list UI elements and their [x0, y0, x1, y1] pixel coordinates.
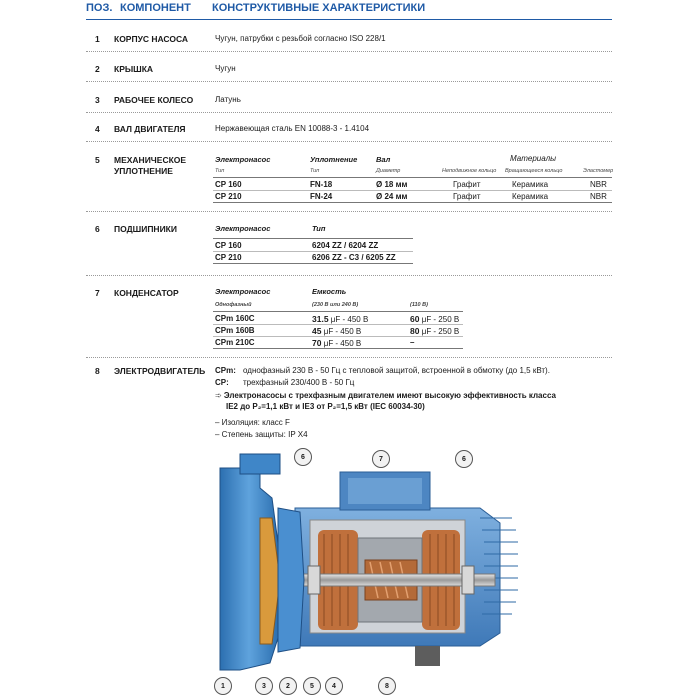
cap-r1-c2: 60 [410, 314, 420, 324]
callout-3: 3 [255, 677, 273, 695]
row-2-value: Чугун [215, 64, 236, 73]
cap-r3-c1: 70 [312, 338, 322, 348]
cap-h-230: (230 В или 240 В) [312, 302, 359, 308]
row-7-name: КОНДЕНСАТОР [114, 288, 179, 298]
divider [86, 211, 612, 212]
seal-r1-m1: Графит [453, 180, 481, 189]
seal-h-ring1: Неподвижное кольцо [442, 168, 497, 174]
motor-cpm-label: CPm: [215, 366, 236, 375]
callout-7: 7 [372, 450, 390, 468]
callout-6-left: 6 [294, 448, 312, 466]
cap-r1-pump: CPm 160C [215, 314, 255, 323]
header-characteristics: КОНСТРУКТИВНЫЕ ХАРАКТЕРИСТИКИ [212, 2, 426, 14]
row-8-num: 8 [95, 366, 100, 376]
seal-h-diam: Диаметр [376, 168, 401, 174]
row-4-name: ВАЛ ДВИГАТЕЛЯ [114, 124, 186, 134]
seal-h-shaft: Вал [376, 155, 391, 164]
cap-r2-pump: CPm 160B [215, 326, 255, 335]
motor-cp-label: CP: [215, 378, 229, 387]
cap-r2-u2: μF - 250 В [421, 327, 460, 336]
seal-h-materials: Материалы [510, 154, 556, 163]
seal-h-ring2: Вращающееся кольцо [505, 168, 563, 174]
row-3-name: РАБОЧЕЕ КОЛЕСО [114, 95, 194, 105]
header-divider [86, 19, 612, 20]
seal-h-seal: Уплотнение [310, 155, 358, 164]
row-4-num: 4 [95, 124, 100, 134]
cap-h-cap: Емкость [312, 287, 347, 296]
header-component: КОМПОНЕНТ [120, 2, 191, 14]
cap-r1-u1: μF - 450 В [330, 315, 369, 324]
seal-h-type: Тип [215, 168, 225, 174]
row-4-value: Нержавеющая сталь EN 10088-3 - 1.4104 [215, 124, 370, 133]
cap-h-single: Однофазный [215, 302, 252, 308]
callout-4: 4 [325, 677, 343, 695]
divider [86, 357, 612, 358]
row-2-num: 2 [95, 64, 100, 74]
cap-head-line [213, 311, 463, 312]
bear-r1-pump: CP 160 [215, 241, 242, 250]
callout-5: 5 [303, 677, 321, 695]
bear-r2-type: 6206 ZZ - C3 / 6205 ZZ [312, 253, 396, 262]
cap-row-line [213, 324, 463, 325]
seal-r2-shaft: Ø 24 мм [376, 192, 408, 201]
cap-r2-c1-wrap [312, 326, 361, 336]
row-7-num: 7 [95, 288, 100, 298]
bear-r2-pump: CP 210 [215, 253, 242, 262]
motor-cp-text: трехфазный 230/400 В - 50 Гц [243, 378, 355, 387]
bear-row-line [213, 251, 413, 252]
row-1-value: Чугун, патрубки с резьбой согласно ISO 228/1 [215, 34, 386, 43]
row-6-name: ПОДШИПНИКИ [114, 224, 177, 234]
cap-r1-c1-wrap [312, 314, 368, 324]
bear-r1-type: 6204 ZZ / 6204 ZZ [312, 241, 379, 250]
seal-r1-m2: Керамика [512, 180, 549, 189]
motor-note-line1: ➾ Электронасосы с трехфазным двигателем имеют высокую эффективность класса [215, 391, 556, 400]
seal-row-line [213, 190, 612, 191]
divider [86, 112, 612, 113]
motor-insulation: – Изоляция: класс F [215, 418, 290, 427]
motor-cpm-text: однофазный 230 В - 50 Гц с тепловой защитой, встроенной в обмотку (до 1,5 кВт). [243, 366, 550, 375]
seal-head-line [213, 177, 612, 178]
callout-8: 8 [378, 677, 396, 695]
seal-h-pump: Электронасос [215, 155, 271, 164]
cap-r3-u1: μF - 450 В [323, 339, 362, 348]
cap-row-line [213, 336, 463, 337]
cap-h-110: (110 В) [410, 302, 428, 308]
header-pos: ПОЗ. [86, 2, 113, 14]
seal-r2-m3: NBR [590, 192, 607, 201]
cap-r3-c1-wrap [312, 338, 361, 348]
pump-cutaway-illustration [200, 448, 530, 680]
divider [86, 141, 612, 142]
cap-r2-c2-wrap [410, 326, 459, 336]
bear-end-line [213, 263, 413, 264]
cap-r3-c2: – [410, 338, 415, 347]
callout-1: 1 [214, 677, 232, 695]
seal-r2-seal: FN-24 [310, 192, 333, 201]
seal-end-line [213, 202, 612, 203]
seal-r1-shaft: Ø 18 мм [376, 180, 408, 189]
seal-r2-pump: CP 210 [215, 192, 242, 201]
row-1-name: КОРПУС НАСОСА [114, 34, 189, 44]
callout-6-right: 6 [455, 450, 473, 468]
row-6-num: 6 [95, 224, 100, 234]
cap-r3-pump: CPm 210C [215, 338, 255, 347]
row-3-num: 3 [95, 95, 100, 105]
seal-r1-pump: CP 160 [215, 180, 242, 189]
seal-r1-seal: FN-18 [310, 180, 333, 189]
row-5-num: 5 [95, 155, 100, 165]
seal-r1-m3: NBR [590, 180, 607, 189]
seal-r2-m2: Керамика [512, 192, 549, 201]
cap-end-line [213, 348, 463, 349]
cap-r2-c1: 45 [312, 326, 322, 336]
row-1-num: 1 [95, 34, 100, 44]
cap-r1-c1: 31.5 [312, 314, 329, 324]
callout-2: 2 [279, 677, 297, 695]
divider [86, 275, 612, 276]
cap-h-pump: Электронасос [215, 287, 271, 296]
bear-head-line [213, 238, 413, 239]
motor-protection: – Степень защиты: IP X4 [215, 430, 308, 439]
row-8-name: ЭЛЕКТРОДВИГАТЕЛЬ [114, 366, 206, 376]
motor-note-line2: IE2 до P₂=1,1 кВт и IE3 от P₂=1,5 кВт (IEC 60034-30) [226, 402, 425, 411]
seal-r2-m1: Графит [453, 192, 481, 201]
cap-r3-c2-wrap [410, 338, 414, 347]
divider [86, 81, 612, 82]
divider [86, 51, 612, 52]
bear-h-pump: Электронасос [215, 224, 271, 233]
bear-h-type: Тип [312, 224, 326, 233]
row-5-name-line1: МЕХАНИЧЕСКОЕ [114, 155, 187, 165]
row-2-name: КРЫШКА [114, 64, 154, 74]
seal-h-type2: Тип [310, 168, 320, 174]
seal-h-elast: Эластомер [583, 168, 614, 174]
row-5-name-line2: УПЛОТНЕНИЕ [114, 166, 173, 176]
cap-r2-u1: μF - 450 В [323, 327, 362, 336]
cap-r1-u2: μF - 250 В [421, 315, 460, 324]
cap-r1-c2-wrap [410, 314, 459, 324]
row-3-value: Латунь [215, 95, 241, 104]
cap-r2-c2: 80 [410, 326, 420, 336]
